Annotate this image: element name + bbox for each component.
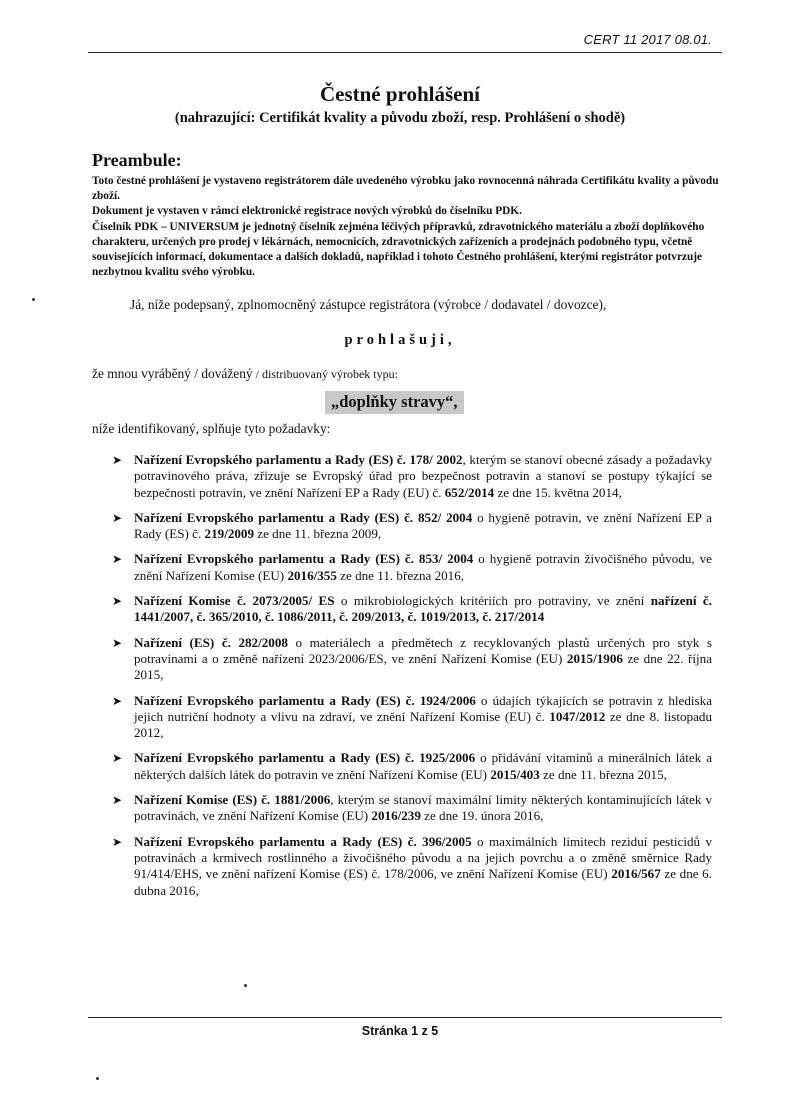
product-prefix: že mnou vyráběný / dovážený <box>92 366 253 381</box>
regulation-amendment: 2016/355 <box>287 567 337 583</box>
regulation-amendment: 219/2009 <box>204 526 255 542</box>
arrow-bullet-icon: ➤ <box>112 453 123 467</box>
product-type-highlight: „doplňky stravy“, <box>325 391 464 414</box>
regulation-title: Nařízení (ES) č. 282/2008 <box>134 634 288 650</box>
regulation-text: o materiálech a předmětech z recyklovaných plastů určených pro styk s potravinami a o změně nařízení 2023/2006/ES, ve znění Nařízení Komise (EU) <box>134 634 712 666</box>
footer-divider <box>88 1017 722 1018</box>
regulation-item <box>112 510 712 543</box>
regulation-amendment: 652/2014 <box>444 484 495 500</box>
arrow-bullet-icon: ➤ <box>112 510 123 525</box>
regulation-date: ze dne 19. února 2016, <box>420 808 544 824</box>
regulation-text: , kterým se stanoví maximální limity některých kontaminujících látek v potravinách, ve znění Nařízení Komise (EU) <box>134 792 712 824</box>
declaration-intro: Já, níže podepsaný, zplnomocněný zástupce registrátora (výrobce / dodavatel / dovozce), <box>130 297 607 312</box>
regulation-title: Nařízení Komise č. 2073/2005/ ES <box>134 593 335 609</box>
regulation-text: o hygieně potravin, ve znění Nařízení EP a Rady (ES) č. <box>134 509 712 542</box>
arrow-bullet-icon: ➤ <box>112 552 123 567</box>
regulation-list <box>112 452 712 908</box>
regulation-date: ze dne 11. března 2016, <box>336 567 465 583</box>
regulation-amendment: nařízení č. 1441/2007, č. 365/2010, č. 1086/2011, č. 209/2013, č. 1019/2013, č. 217/2014 <box>134 593 712 625</box>
regulation-title: Nařízení Evropského parlamentu a Rady (ES) č. 178/ 2002 <box>134 452 463 467</box>
page-number: Stránka 1 z 5 <box>361 1024 439 1038</box>
document-subtitle: (nahrazující: Certifikát kvality a původu zboží, resp. Prohlášení o shodě) <box>174 110 626 126</box>
preamble-paragraph: Číselník PDK – UNIVERSUM je jednotný číselník zejména léčivých přípravků, zdravotnického materiálu a zboží doplňkového charakteru, určených pro prodej v lékárnách, nemocnicích, zdravotnických zařízeních a prodejnách podobného typu, včetně souvisejících informací, dokumentace a dalších dokladů, například i tohoto Čestného prohlášení, kterými registrátor potvrzuje nezbytnou kvalitu svého výrobku. <box>92 220 705 279</box>
regulation-text: o přidávání vitaminů a minerálních látek a některých dalších látek do potravin ve znění Nařízení Komise (EU) <box>134 750 713 782</box>
regulation-text: o mikrobiologických kritériích pro potraviny, ve znění <box>334 593 651 609</box>
preamble-heading: Preambule: <box>92 150 182 170</box>
product-line <box>92 366 398 382</box>
regulation-date: ze dne 15. května 2014, <box>494 484 622 500</box>
regulation-date: ze dne 11. března 2009, <box>254 526 382 542</box>
regulation-amendment: 2015/1906 <box>566 650 623 666</box>
preamble-paragraph: Toto čestné prohlášení je vystaveno registrátorem dále uvedeného výrobku jako rovnocenná náhrada Certifikátu kvality a původu zboží. <box>92 175 719 203</box>
certificate-code: CERT 11 2017 08.01. <box>583 32 712 47</box>
scan-speck <box>32 298 35 301</box>
regulation-item <box>112 551 712 584</box>
regulation-date: ze dne 6. dubna 2016, <box>134 866 712 898</box>
regulation-title: Nařízení Evropského parlamentu a Rady (ES) č. 852/ 2004 <box>134 509 473 525</box>
scan-speck <box>96 1077 99 1080</box>
regulation-item <box>112 834 712 899</box>
regulation-text: , kterým se stanoví obecné zásady a požadavky potravinového práva, zřizuje se Evropský úřad pro bezpečnost potravin a stanoví se postupy týkající se bezpečnosti potravin, ve znění Nařízení EP a Rady (EU) č. <box>134 452 712 500</box>
regulation-title: Nařízení Evropského parlamentu a Rady (ES) č. 853/ 2004 <box>134 551 474 567</box>
arrow-bullet-icon: ➤ <box>112 693 123 708</box>
scan-speck <box>244 984 247 987</box>
arrow-bullet-icon: ➤ <box>112 834 123 849</box>
regulation-amendment: 1047/2012 <box>549 708 606 724</box>
regulation-text: o hygieně potravin živočišného původu, ve znění Nařízení Komise (EU) <box>134 551 712 583</box>
regulation-amendment: 2015/403 <box>490 766 540 782</box>
arrow-bullet-icon: ➤ <box>112 751 123 766</box>
arrow-bullet-icon: ➤ <box>112 793 123 808</box>
declaration-verb: prohlašuji, <box>344 332 456 348</box>
requirements-intro: níže identifikovaný, splňuje tyto požadavky: <box>92 421 331 436</box>
product-suffix: / distribuovaný výrobek typu: <box>252 367 398 381</box>
regulation-amendment: 2016/567 <box>611 866 661 882</box>
regulation-title: Nařízení Evropského parlamentu a Rady (ES) č. 1925/2006 <box>134 750 476 766</box>
regulation-text: o údajích týkajících se potravin z hlediska jejich nutriční hodnoty a vlivu na zdraví, ve znění Nařízení Komise (EU) č. <box>134 692 712 724</box>
regulation-item <box>112 452 712 501</box>
regulation-date: ze dne 22. října 2015, <box>134 650 713 683</box>
regulation-item <box>112 593 712 626</box>
arrow-bullet-icon: ➤ <box>112 635 123 650</box>
regulation-text: o maximálních limitech reziduí pesticidů v potravinách a krmivech rostlinného a živočišného původu a na jejich povrchu a o změně směrnice Rady 91/414/EHS, ve znění nařízení Komise (ES) č. 178/2006, ve znění Nařízení Komise (EU) <box>134 833 712 882</box>
regulation-date: ze dne 8. listopadu 2012, <box>134 708 713 741</box>
preamble-body <box>92 174 722 280</box>
document-title: Čestné prohlášení <box>319 82 481 106</box>
regulation-title: Nařízení Komise (ES) č. 1881/2006 <box>134 792 331 808</box>
regulation-title: Nařízení Evropského parlamentu a Rady (ES) č. 1924/2006 <box>134 692 476 708</box>
regulation-title: Nařízení Evropského parlamentu a Rady (ES) č. 396/2005 <box>134 833 472 849</box>
regulation-item <box>112 635 712 684</box>
regulation-item <box>112 750 712 783</box>
regulation-amendment: 2016/239 <box>371 808 421 824</box>
regulation-date: ze dne 11. března 2015, <box>539 766 667 782</box>
regulation-item <box>112 693 712 742</box>
arrow-bullet-icon: ➤ <box>112 594 123 609</box>
preamble-paragraph: Dokument je vystaven v rámci elektronické registrace nových výrobků do číselníku PDK. <box>92 205 522 218</box>
regulation-item <box>112 792 712 825</box>
header-divider <box>88 52 722 53</box>
